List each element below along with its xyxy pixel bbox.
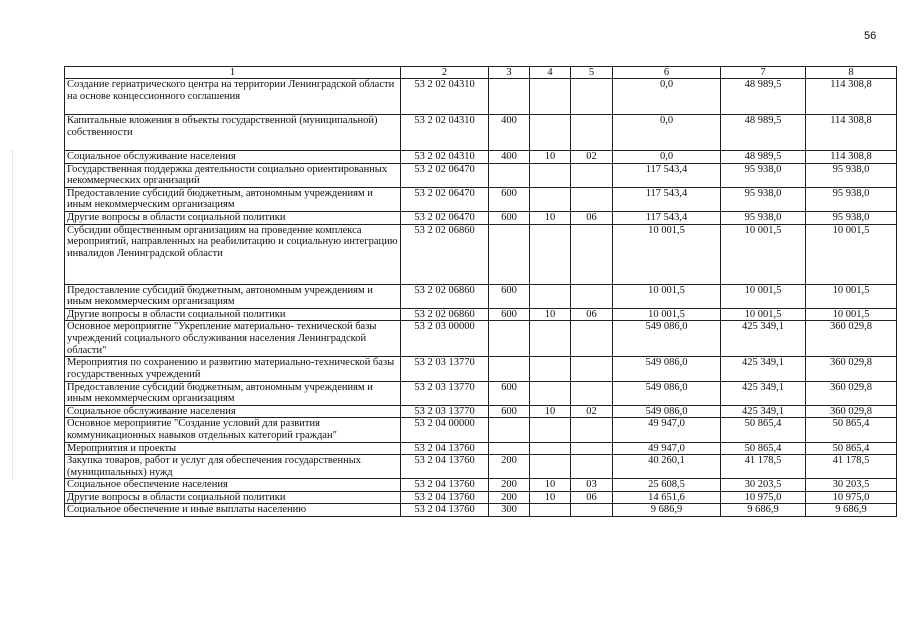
table-row	[65, 381, 897, 405]
row-code-cell: 53 2 02 04310	[401, 115, 489, 151]
row-expense-type-cell	[489, 442, 530, 455]
row-code-cell: 53 2 04 13760	[401, 504, 489, 517]
row-value-col7-cell: 30 203,5	[721, 479, 806, 492]
row-name-cell: Социальное обслуживание населения	[65, 151, 401, 164]
row-value-col6-cell: 10 001,5	[613, 308, 721, 321]
table-body	[65, 79, 897, 517]
row-value-col8-cell: 360 029,8	[806, 381, 897, 405]
row-subsection-cell	[571, 187, 613, 211]
row-value-col7-cell: 95 938,0	[721, 163, 806, 187]
row-value-col6-cell: 117 543,4	[613, 187, 721, 211]
row-expense-type-cell: 400	[489, 115, 530, 151]
row-value-col8-cell: 360 029,8	[806, 357, 897, 381]
row-value-col7-cell: 10 001,5	[721, 224, 806, 284]
row-value-col7-cell: 95 938,0	[721, 187, 806, 211]
row-section-cell	[530, 224, 571, 284]
row-value-col6-cell: 117 543,4	[613, 163, 721, 187]
row-value-col8-cell: 114 308,8	[806, 151, 897, 164]
row-section-cell: 10	[530, 491, 571, 504]
row-subsection-cell: 02	[571, 405, 613, 418]
row-subsection-cell	[571, 321, 613, 357]
row-code-cell: 53 2 02 04310	[401, 79, 489, 115]
row-name-cell: Капитальные вложения в объекты государственной (муниципальной) собственности	[65, 115, 401, 151]
row-section-cell: 10	[530, 405, 571, 418]
table-row	[65, 308, 897, 321]
row-value-col7-cell: 425 349,1	[721, 381, 806, 405]
row-value-col6-cell: 14 651,6	[613, 491, 721, 504]
row-value-col6-cell: 549 086,0	[613, 381, 721, 405]
table-row	[65, 418, 897, 442]
row-code-cell: 53 2 02 06860	[401, 308, 489, 321]
row-value-col6-cell: 49 947,0	[613, 442, 721, 455]
row-name-cell: Создание гериатрического центра на территории Ленинградской области на основе концессионного соглашения	[65, 79, 401, 115]
row-subsection-cell	[571, 224, 613, 284]
row-section-cell	[530, 115, 571, 151]
row-value-col6-cell: 549 086,0	[613, 321, 721, 357]
row-name-cell: Другие вопросы в области социальной политики	[65, 308, 401, 321]
row-subsection-cell: 06	[571, 211, 613, 224]
row-name-cell: Основное мероприятие "Укрепление материально- технической базы учреждений социального обслуживания населения Ленинградской области"	[65, 321, 401, 357]
row-name-cell: Предоставление субсидий бюджетным, автономным учреждениям и иным некоммерческим организациям	[65, 284, 401, 308]
row-value-col6-cell: 40 260,1	[613, 455, 721, 479]
row-value-col6-cell: 117 543,4	[613, 211, 721, 224]
row-value-col6-cell: 10 001,5	[613, 224, 721, 284]
header-cell: 8	[806, 67, 897, 79]
row-expense-type-cell: 600	[489, 211, 530, 224]
table-row	[65, 115, 897, 151]
row-value-col8-cell: 360 029,8	[806, 321, 897, 357]
row-value-col7-cell: 48 989,5	[721, 115, 806, 151]
row-value-col7-cell: 50 865,4	[721, 418, 806, 442]
table-row	[65, 442, 897, 455]
row-code-cell: 53 2 02 04310	[401, 151, 489, 164]
row-expense-type-cell	[489, 418, 530, 442]
row-name-cell: Другие вопросы в области социальной политики	[65, 211, 401, 224]
row-code-cell: 53 2 04 00000	[401, 418, 489, 442]
row-expense-type-cell: 200	[489, 479, 530, 492]
row-value-col6-cell: 49 947,0	[613, 418, 721, 442]
row-value-col6-cell: 0,0	[613, 115, 721, 151]
row-value-col6-cell: 9 686,9	[613, 504, 721, 517]
row-expense-type-cell	[489, 79, 530, 115]
row-section-cell	[530, 284, 571, 308]
scan-margin-mark	[12, 150, 14, 480]
budget-table	[64, 66, 897, 517]
row-expense-type-cell: 300	[489, 504, 530, 517]
row-expense-type-cell: 600	[489, 381, 530, 405]
header-row	[65, 67, 897, 79]
row-subsection-cell	[571, 381, 613, 405]
row-section-cell: 10	[530, 151, 571, 164]
row-value-col7-cell: 48 989,5	[721, 79, 806, 115]
row-value-col6-cell: 25 608,5	[613, 479, 721, 492]
row-subsection-cell: 03	[571, 479, 613, 492]
row-value-col7-cell: 9 686,9	[721, 504, 806, 517]
row-subsection-cell: 02	[571, 151, 613, 164]
row-code-cell: 53 2 04 13760	[401, 442, 489, 455]
row-name-cell: Закупка товаров, работ и услуг для обеспечения государственных (муниципальных) нужд	[65, 455, 401, 479]
row-subsection-cell	[571, 79, 613, 115]
table-row	[65, 357, 897, 381]
row-code-cell: 53 2 03 00000	[401, 321, 489, 357]
row-name-cell: Мероприятия по сохранению и развитию материально-технической базы государственных учреждений	[65, 357, 401, 381]
row-value-col8-cell: 10 001,5	[806, 224, 897, 284]
row-value-col6-cell: 0,0	[613, 79, 721, 115]
row-code-cell: 53 2 04 13760	[401, 479, 489, 492]
row-value-col6-cell: 0,0	[613, 151, 721, 164]
row-section-cell	[530, 357, 571, 381]
row-expense-type-cell: 600	[489, 187, 530, 211]
row-subsection-cell	[571, 504, 613, 517]
row-name-cell: Предоставление субсидий бюджетным, автономным учреждениям и иным некоммерческим организациям	[65, 187, 401, 211]
row-value-col8-cell: 95 938,0	[806, 163, 897, 187]
table-row	[65, 211, 897, 224]
row-section-cell	[530, 442, 571, 455]
row-expense-type-cell: 600	[489, 405, 530, 418]
row-name-cell: Предоставление субсидий бюджетным, автономным учреждениям и иным некоммерческим организациям	[65, 381, 401, 405]
row-expense-type-cell: 400	[489, 151, 530, 164]
header-cell: 2	[401, 67, 489, 79]
row-subsection-cell	[571, 455, 613, 479]
row-code-cell: 53 2 03 13770	[401, 357, 489, 381]
row-expense-type-cell: 200	[489, 455, 530, 479]
table-row	[65, 79, 897, 115]
table-row	[65, 321, 897, 357]
row-value-col7-cell: 41 178,5	[721, 455, 806, 479]
row-code-cell: 53 2 04 13760	[401, 455, 489, 479]
row-code-cell: 53 2 02 06860	[401, 224, 489, 284]
row-value-col8-cell: 10 975,0	[806, 491, 897, 504]
row-subsection-cell	[571, 442, 613, 455]
table-row	[65, 405, 897, 418]
table-row	[65, 187, 897, 211]
row-section-cell	[530, 187, 571, 211]
row-value-col7-cell: 48 989,5	[721, 151, 806, 164]
row-value-col7-cell: 95 938,0	[721, 211, 806, 224]
row-name-cell: Субсидии общественным организациям на проведение комплекса мероприятий, направленных на реабилитацию и социальную интеграцию инвалидов Ленинградской области	[65, 224, 401, 284]
row-code-cell: 53 2 02 06470	[401, 211, 489, 224]
row-expense-type-cell: 200	[489, 491, 530, 504]
header-cell: 1	[65, 67, 401, 79]
row-section-cell	[530, 321, 571, 357]
row-value-col7-cell: 425 349,1	[721, 405, 806, 418]
row-value-col8-cell: 114 308,8	[806, 79, 897, 115]
row-subsection-cell	[571, 115, 613, 151]
row-name-cell: Мероприятия и проекты	[65, 442, 401, 455]
row-section-cell: 10	[530, 308, 571, 321]
row-section-cell: 10	[530, 479, 571, 492]
row-name-cell: Государственная поддержка деятельности социально ориентированных некоммерческих организаций	[65, 163, 401, 187]
page-number: 56	[864, 30, 877, 42]
header-cell: 3	[489, 67, 530, 79]
row-value-col7-cell: 10 001,5	[721, 308, 806, 321]
row-value-col8-cell: 50 865,4	[806, 442, 897, 455]
table-row	[65, 479, 897, 492]
row-value-col7-cell: 425 349,1	[721, 357, 806, 381]
row-code-cell: 53 2 02 06860	[401, 284, 489, 308]
row-expense-type-cell	[489, 321, 530, 357]
table-row	[65, 504, 897, 517]
table-row	[65, 224, 897, 284]
row-value-col7-cell: 50 865,4	[721, 442, 806, 455]
row-subsection-cell: 06	[571, 308, 613, 321]
row-value-col7-cell: 425 349,1	[721, 321, 806, 357]
row-subsection-cell	[571, 357, 613, 381]
row-name-cell: Социальное обеспечение населения	[65, 479, 401, 492]
row-section-cell	[530, 163, 571, 187]
row-section-cell: 10	[530, 211, 571, 224]
row-value-col8-cell: 9 686,9	[806, 504, 897, 517]
row-section-cell	[530, 455, 571, 479]
table-row	[65, 284, 897, 308]
row-code-cell: 53 2 03 13770	[401, 381, 489, 405]
row-value-col8-cell: 10 001,5	[806, 284, 897, 308]
row-value-col8-cell: 50 865,4	[806, 418, 897, 442]
row-value-col7-cell: 10 975,0	[721, 491, 806, 504]
row-subsection-cell: 06	[571, 491, 613, 504]
header-cell: 6	[613, 67, 721, 79]
row-expense-type-cell	[489, 163, 530, 187]
row-value-col6-cell: 549 086,0	[613, 357, 721, 381]
row-expense-type-cell	[489, 357, 530, 381]
header-cell: 5	[571, 67, 613, 79]
row-expense-type-cell: 600	[489, 284, 530, 308]
row-subsection-cell	[571, 284, 613, 308]
table-row	[65, 163, 897, 187]
row-value-col8-cell: 41 178,5	[806, 455, 897, 479]
header-cell: 4	[530, 67, 571, 79]
row-subsection-cell	[571, 418, 613, 442]
row-code-cell: 53 2 04 13760	[401, 491, 489, 504]
header-cell: 7	[721, 67, 806, 79]
row-value-col7-cell: 10 001,5	[721, 284, 806, 308]
row-section-cell	[530, 504, 571, 517]
row-value-col8-cell: 114 308,8	[806, 115, 897, 151]
row-code-cell: 53 2 02 06470	[401, 163, 489, 187]
row-section-cell	[530, 381, 571, 405]
row-expense-type-cell	[489, 224, 530, 284]
row-section-cell	[530, 79, 571, 115]
row-section-cell	[530, 418, 571, 442]
row-value-col6-cell: 10 001,5	[613, 284, 721, 308]
row-value-col8-cell: 10 001,5	[806, 308, 897, 321]
row-code-cell: 53 2 02 06470	[401, 187, 489, 211]
table-row	[65, 151, 897, 164]
row-name-cell: Социальное обслуживание населения	[65, 405, 401, 418]
table-row	[65, 455, 897, 479]
table-row	[65, 491, 897, 504]
row-expense-type-cell: 600	[489, 308, 530, 321]
row-value-col6-cell: 549 086,0	[613, 405, 721, 418]
row-value-col8-cell: 95 938,0	[806, 187, 897, 211]
row-value-col8-cell: 95 938,0	[806, 211, 897, 224]
row-name-cell: Социальное обеспечение и иные выплаты населению	[65, 504, 401, 517]
row-name-cell: Основное мероприятие "Создание условий для развития коммуникационных навыков отдельных категорий граждан"	[65, 418, 401, 442]
row-value-col8-cell: 30 203,5	[806, 479, 897, 492]
row-value-col8-cell: 360 029,8	[806, 405, 897, 418]
row-name-cell: Другие вопросы в области социальной политики	[65, 491, 401, 504]
row-subsection-cell	[571, 163, 613, 187]
row-code-cell: 53 2 03 13770	[401, 405, 489, 418]
